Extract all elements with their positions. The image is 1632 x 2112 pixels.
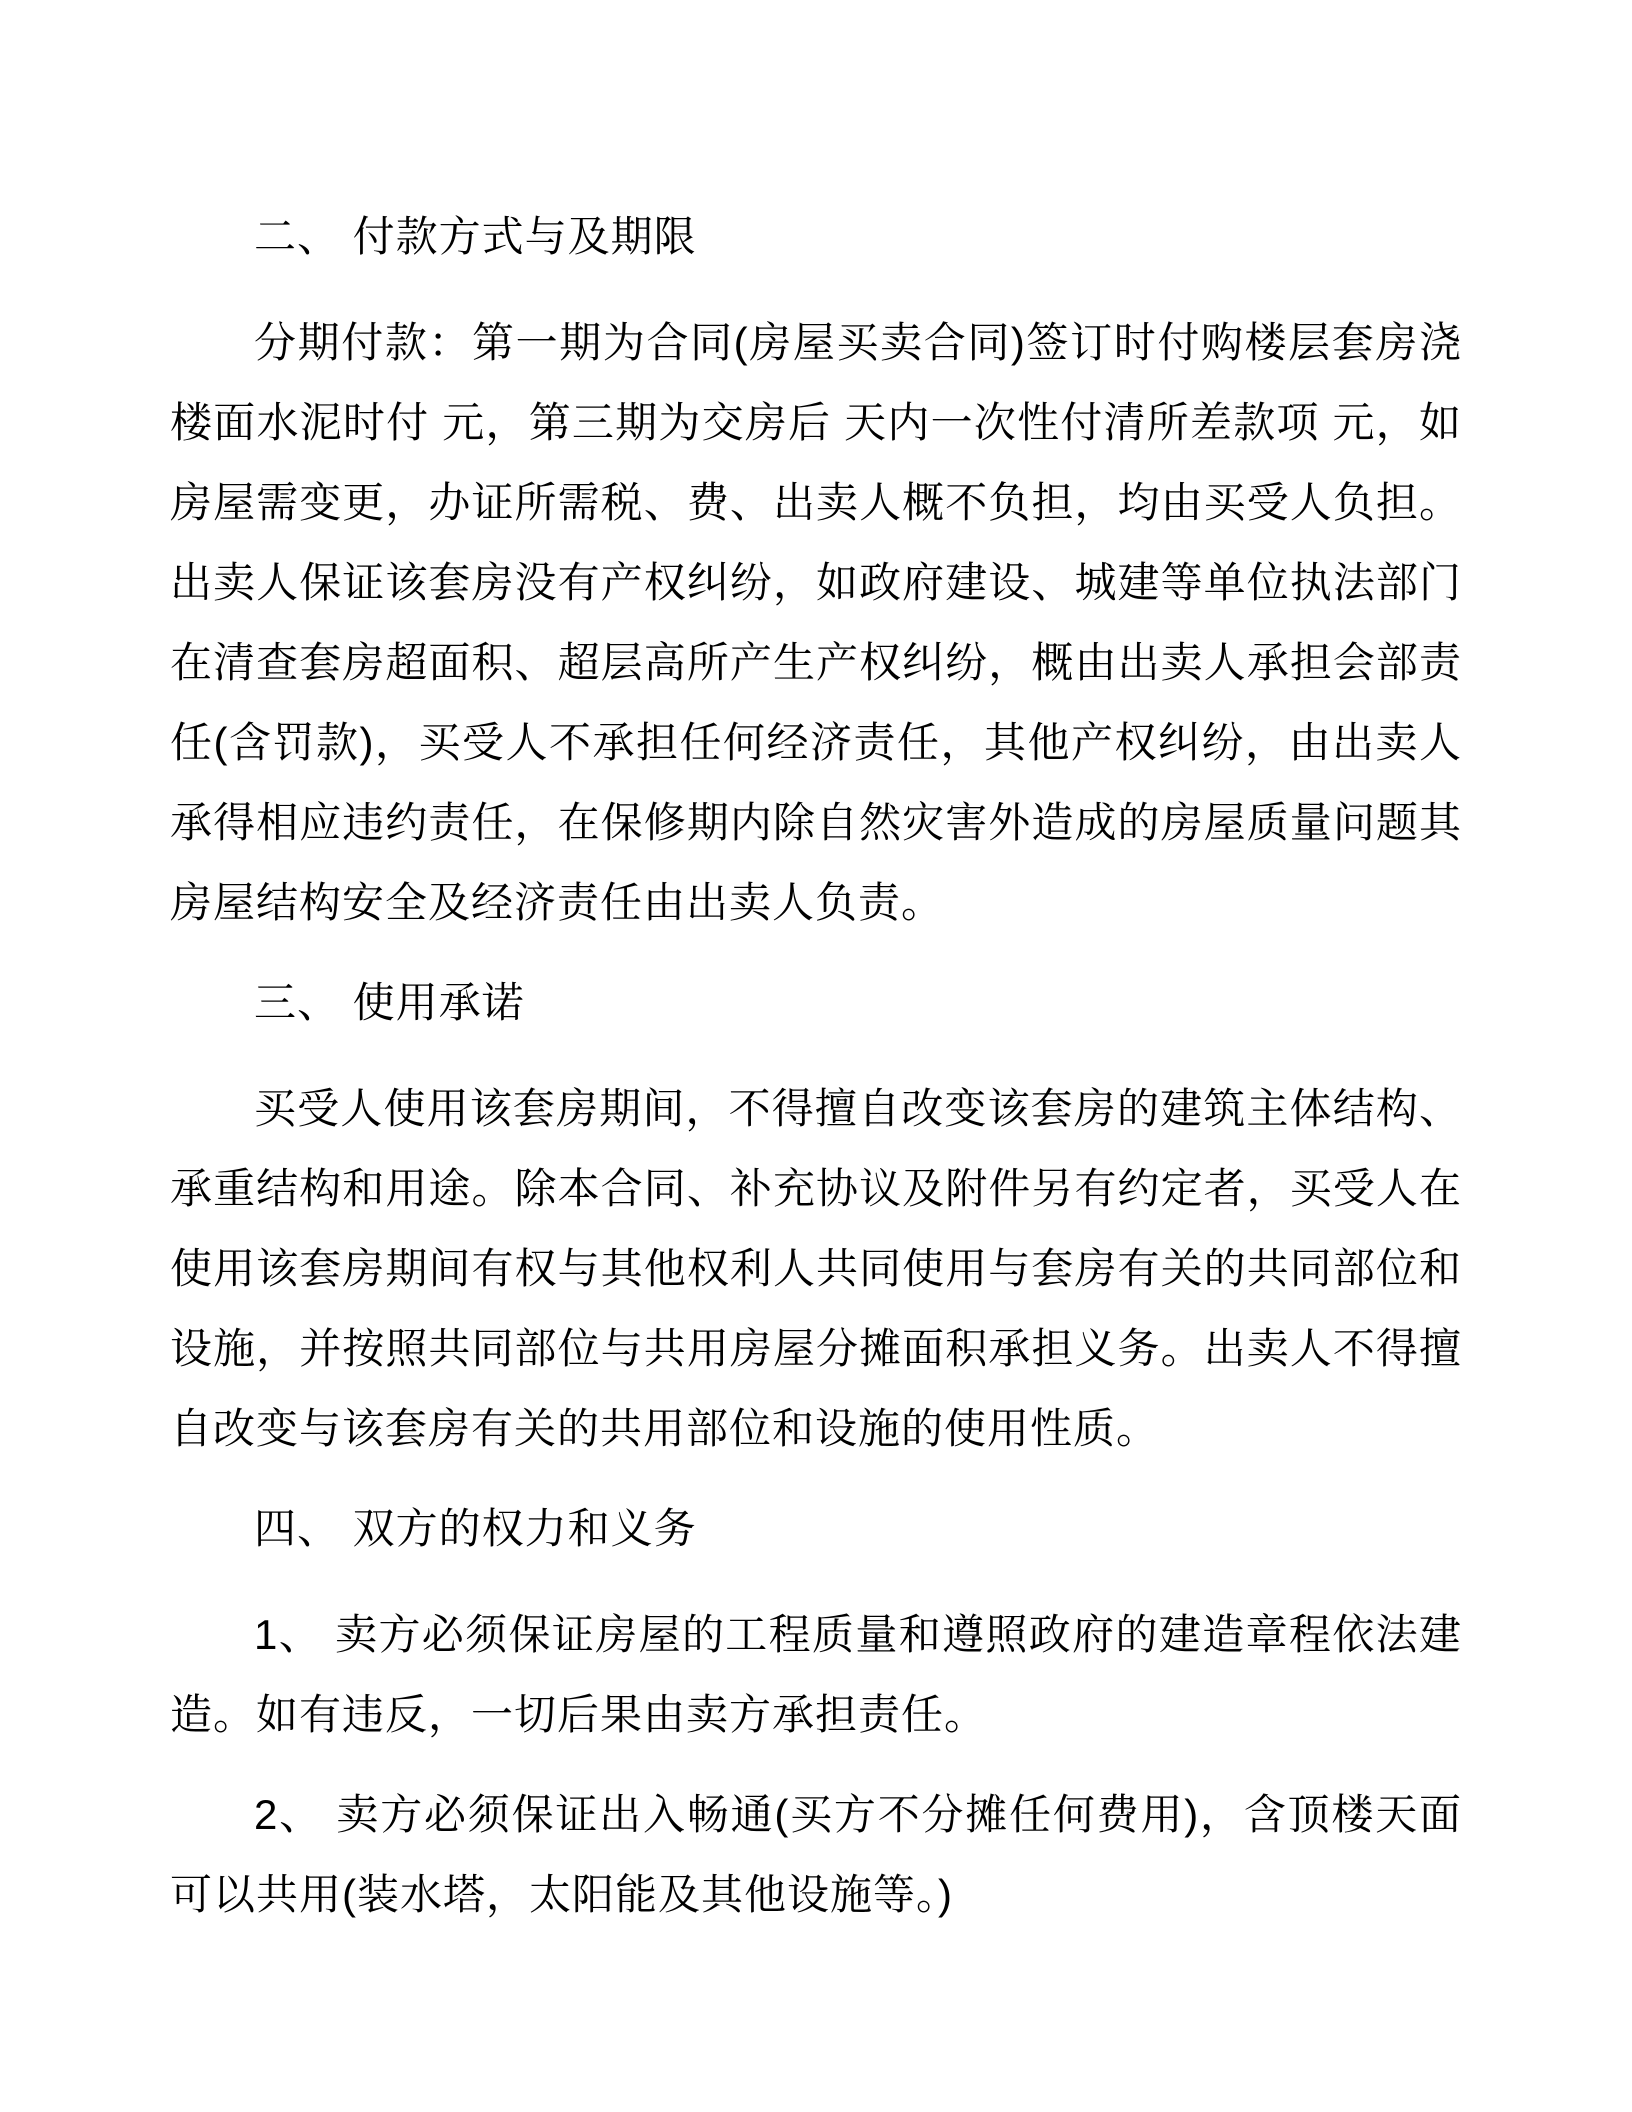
section-rights-obligations [170, 1489, 1462, 1935]
paragraph-rights-obligations-item-2: 2、 卖方必须保证出入畅通(买方不分摊任何费用)，含顶楼天面可以共用(装水塔，太阳能及其他设施等。) [170, 1791, 1462, 1918]
section-payment-terms [170, 197, 1475, 943]
section-usage-commitment [170, 963, 1462, 1469]
paragraph-payment-terms: 分期付款：第一期为合同(房屋买卖合同)签订时付购楼层套房浇楼面水泥时付 元，第三期为交房后 天内一次性付清所差款项 元，如房屋需变更，办证所需税、费、出卖人概不负担，均由买受人负担。 出卖人保证该套房没有产权纠纷，如政府建设、城建等单位执法部门在清查套房超面积、超层高所产生产权纠纷，概由出卖人承担会部责任(含罚款)，买受人不承担任何经济责任，其他产权纠纷，由出卖人承得相应违约责任，在保修期内除自然灾害外造成的房屋质量问题其房屋结构安全及经济责任由出卖人负责。 [170, 319, 1475, 926]
section-heading-usage-commitment: 三、 使用承诺 [254, 979, 525, 1026]
section-heading-payment-terms: 二、 付款方式与及期限 [254, 213, 697, 260]
paragraph-rights-obligations-item-1: 1、 卖方必须保证房屋的工程质量和遵照政府的建造章程依法建造。如有违反，一切后果由卖方承担责任。 [170, 1611, 1462, 1738]
paragraph-usage-commitment: 买受人使用该套房期间，不得擅自改变该套房的建筑主体结构、承重结构和用途。除本合同、补充协议及附件另有约定者，买受人在使用该套房期间有权与其他权利人共同使用与套房有关的共同部位和设施，并按照共同部位与共用房屋分摊面积承担义务。出卖人不得擅自改变与该套房有关的共用部位和设施的使用性质。 [170, 1085, 1462, 1452]
section-heading-rights-obligations: 四、 双方的权力和义务 [254, 1505, 697, 1552]
